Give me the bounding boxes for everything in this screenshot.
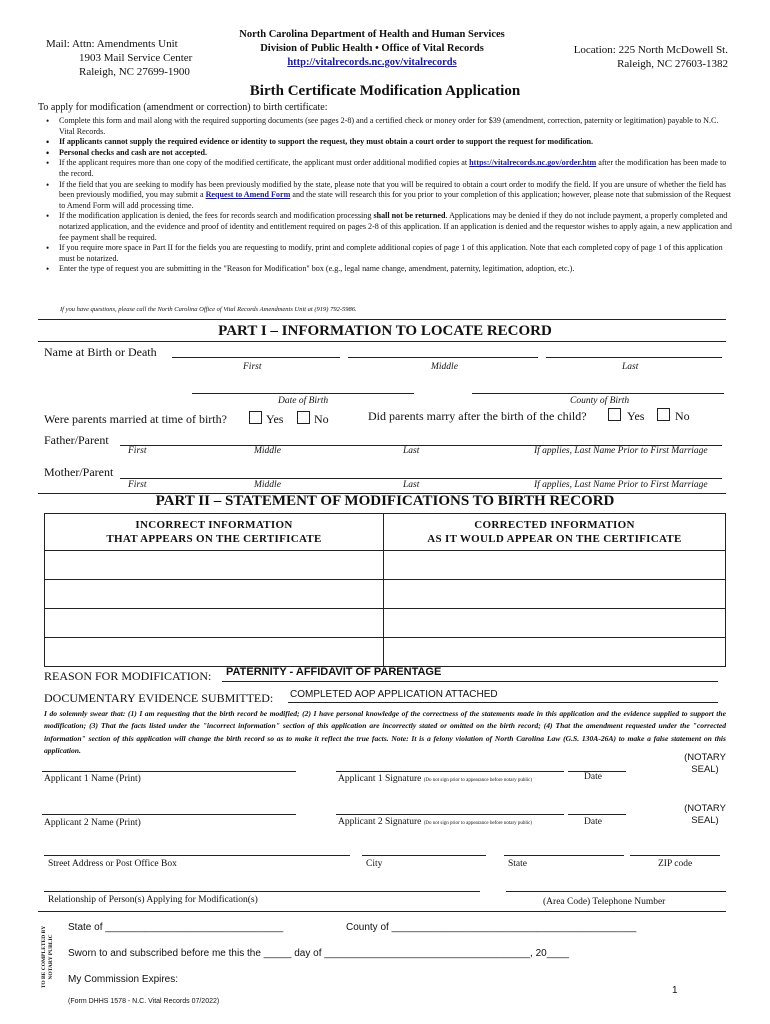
married-yes-checkbox[interactable] (249, 411, 262, 424)
request-to-amend-link[interactable]: Request to Amend Form (205, 190, 291, 200)
applicant2-signature-caption: Applicant 2 Signature (Do not sign prior to appearance before notary public) (338, 817, 533, 827)
incorrect-info-cell[interactable] (45, 609, 384, 638)
org-url[interactable]: http://vitalrecords.nc.gov/vitalrecords (287, 57, 457, 68)
form-footer: (Form DHHS 1578 - N.C. Vital Records 07/2022) (68, 998, 220, 1005)
order-link[interactable]: https://vitalrecords.nc.gov/order.htm (469, 158, 597, 168)
applicant2-date-field[interactable] (568, 814, 626, 815)
applicant1-date-caption: Date (584, 772, 602, 782)
part1-title: PART I – INFORMATION TO LOCATE RECORD (218, 323, 552, 339)
first-caption: First (243, 362, 262, 372)
father-first-caption: First (128, 446, 147, 456)
mother-prior-last-caption: If applies, Last Name Prior to First Marriage (534, 480, 708, 490)
evidence-field[interactable]: COMPLETED AOP APPLICATION ATTACHED (290, 689, 498, 700)
modifications-table (44, 513, 726, 667)
city-field[interactable] (362, 855, 486, 856)
mail-address (46, 37, 192, 79)
name-at-birth-label: Name at Birth or Death (44, 345, 157, 359)
married-yes-label: Yes (266, 412, 284, 426)
applicant2-name-field[interactable] (42, 814, 296, 815)
location-line-1: Location: 225 North McDowell St. (573, 44, 728, 56)
applicant2-signature-field[interactable] (336, 814, 564, 815)
notary-side-label: TO BE COMPLETED BY NOTARY PUBLIC (41, 925, 54, 989)
father-label: Father/Parent (44, 433, 109, 447)
notary-state[interactable]: State of ________________________________ (68, 922, 284, 933)
middle-caption: Middle (431, 362, 458, 372)
married-after-no-label: No (675, 409, 690, 423)
last-name-field[interactable] (546, 357, 722, 358)
instruction-item: • Enter the type of request you are submitting in the "Reason for Modification" box (e.g., legal name change, amendment, paternity, legitimation, adoption, etc.). (44, 264, 734, 275)
state-caption: State (508, 859, 527, 869)
applicant1-name-caption: Applicant 1 Name (Print) (44, 774, 141, 784)
married-no-label: No (314, 412, 329, 426)
mail-line-2: 1903 Mail Service Center (79, 52, 193, 64)
incorrect-info-cell[interactable] (45, 638, 384, 667)
instruction-item: • If the applicant requires more than one copy of the modified certificate, the applicant must order additional modified copies at https://vitalrecords.nc.gov/order.htm after the modification has been made to the record. (44, 158, 734, 179)
divider (38, 341, 726, 342)
mother-last-caption: Last (403, 480, 420, 490)
date-of-birth-field[interactable] (192, 393, 414, 394)
notary-seal-1: (NOTARY SEAL) (684, 752, 726, 775)
instruction-item: • If the modification application is denied, the fees for records search and modification processing shall not be returned. Applications may be denied if they do not include payment, a properly completed and notarized application, and the evidence and proof of identity and entitlement required on pages 2-8 of this application. If an application is denied and the requestor wishes to apply again, a new application and fee payment shall be required. (44, 211, 734, 243)
evidence-underline (288, 702, 718, 703)
applicant2-date-caption: Date (584, 817, 602, 827)
notary-seal-2: (NOTARY SEAL) (684, 803, 726, 826)
instruction-item: • Personal checks and cash are not accepted. (44, 148, 734, 159)
incorrect-info-cell[interactable] (45, 580, 384, 609)
corrected-info-cell[interactable] (384, 580, 726, 609)
mother-first-caption: First (128, 480, 147, 490)
reason-underline (222, 681, 718, 682)
instruction-item: • Complete this form and mail along with the required supporting documents (see pages 2-8) and a certified check or money order for $39 (amendment, correction, paternity or legitimation) payable to N.C. Vital Records. (44, 116, 734, 137)
applicant2-name-caption: Applicant 2 Name (Print) (44, 818, 141, 828)
mother-middle-caption: Middle (254, 480, 281, 490)
middle-name-field[interactable] (348, 357, 538, 358)
first-name-field[interactable] (172, 357, 340, 358)
county-caption: County of Birth (570, 396, 630, 406)
instruction-item: • If applicants cannot supply the required evidence or identity to support the request, they must obtain a court order to support the request for modification. (44, 137, 734, 148)
divider (38, 319, 726, 320)
applicant1-signature-caption: Applicant 1 Signature (Do not sign prior to appearance before notary public) (338, 774, 533, 784)
notary-county[interactable]: County of ____________________________________________ (346, 922, 637, 933)
mail-line-3: Raleigh, NC 27699-1900 (79, 66, 190, 78)
oath-statement: I do solemnly swear that: (1) I am requesting that the birth record be modified; (2) I have personal knowledge of the correctness of the statements made in this application and the evidence supplied to support the modification; (3) That the facts listed under the "incorrect information" section of this application are incorrectly stated or omitted on the birth record; (4) That the amendment requested under the "corrected information" section of this application will change the birth record so as to make it reflect the true facts. Note: It is a felony violation of North Carolina Law (G.S. 130A-26A) to make a false statement on this application. (44, 709, 726, 756)
org-line-1: North Carolina Department of Health and Human Services (239, 29, 505, 40)
applicant1-signature-field[interactable] (336, 771, 564, 772)
last-caption: Last (622, 362, 639, 372)
reason-field[interactable]: PATERNITY - AFFIDAVIT OF PARENTAGE (226, 666, 442, 678)
incorrect-info-cell[interactable] (45, 551, 384, 580)
phone-caption: (Area Code) Telephone Number (543, 897, 666, 907)
zip-field[interactable] (630, 855, 720, 856)
table-row (45, 609, 726, 638)
dob-caption: Date of Birth (278, 396, 329, 406)
married-no-checkbox[interactable] (297, 411, 310, 424)
parents-married-question: Were parents married at time of birth? (44, 412, 227, 426)
part2-title: PART II – STATEMENT OF MODIFICATIONS TO BIRTH RECORD (155, 493, 615, 509)
table-row (45, 551, 726, 580)
corrected-info-header: CORRECTED INFORMATION AS IT WOULD APPEAR ON THE CERTIFICATE (384, 514, 726, 551)
relationship-field[interactable] (44, 891, 480, 892)
evidence-label: DOCUMENTARY EVIDENCE SUBMITTED: (44, 691, 274, 705)
street-caption: Street Address or Post Office Box (48, 859, 177, 869)
corrected-info-cell[interactable] (384, 551, 726, 580)
page-title: Birth Certificate Modification Application (249, 83, 521, 99)
org-header (222, 28, 522, 70)
notary-commission[interactable]: My Commission Expires: (68, 974, 179, 985)
phone-field[interactable] (506, 891, 726, 892)
married-after-no-checkbox[interactable] (657, 408, 670, 421)
questions-note: If you have questions, please call the North Carolina Office of Vital Records Amendments Unit at (919) 792-5986. (60, 306, 357, 313)
instruction-item: • If the field that you are seeking to modify has been previously modified by the state, please note that you will be required to obtain a court order to modify the field. If you are unsure of whether the field has been previously modified, you may submit a Request to Amend Form and the state will research this for you prior to your completion of this application; however, please note that submission of the Request to Amend Form will add processing time. (44, 180, 734, 212)
father-prior-last-caption: If applies, Last Name Prior to First Marriage (534, 446, 708, 456)
county-of-birth-field[interactable] (472, 393, 724, 394)
mother-name-field[interactable] (120, 478, 722, 479)
mail-line-1: Mail: Attn: Amendments Unit (46, 38, 178, 50)
mother-label: Mother/Parent (44, 465, 114, 479)
intro-text: To apply for modification (amendment or correction) to birth certificate: (38, 102, 328, 113)
father-middle-caption: Middle (254, 446, 281, 456)
zip-caption: ZIP code (658, 859, 693, 869)
married-after-yes-label: Yes (627, 409, 645, 423)
relationship-caption: Relationship of Person(s) Applying for Modification(s) (48, 895, 258, 905)
father-last-caption: Last (403, 446, 420, 456)
page-number: 1 (672, 985, 678, 996)
married-after-yes-checkbox[interactable] (608, 408, 621, 421)
location-address (556, 43, 728, 71)
reason-label: REASON FOR MODIFICATION: (44, 669, 212, 683)
table-row (45, 580, 726, 609)
org-line-2: Division of Public Health • Office of Vital Records (260, 43, 484, 54)
incorrect-info-header: INCORRECT INFORMATION THAT APPEARS ON THE CERTIFICATE (45, 514, 384, 551)
notary-sworn[interactable]: Sworn to and subscribed before me this the _____ day of _____________________________________, 20____ (68, 948, 569, 959)
married-after-question: Did parents marry after the birth of the child? (368, 409, 587, 423)
applicant1-name-field[interactable] (42, 771, 296, 772)
street-address-field[interactable] (44, 855, 350, 856)
divider (38, 911, 726, 912)
corrected-info-cell[interactable] (384, 638, 726, 667)
location-line-2: Raleigh, NC 27603-1382 (617, 58, 728, 70)
state-field[interactable] (504, 855, 624, 856)
corrected-info-cell[interactable] (384, 609, 726, 638)
table-row (45, 638, 726, 667)
instruction-item: • If you require more space in Part II for the fields you are requesting to modify, print and complete additional copies of page 1 of this application. Note that each completed copy of page 1 of this application must be notarized. (44, 243, 734, 264)
instructions-list (44, 116, 734, 275)
city-caption: City (366, 859, 383, 869)
